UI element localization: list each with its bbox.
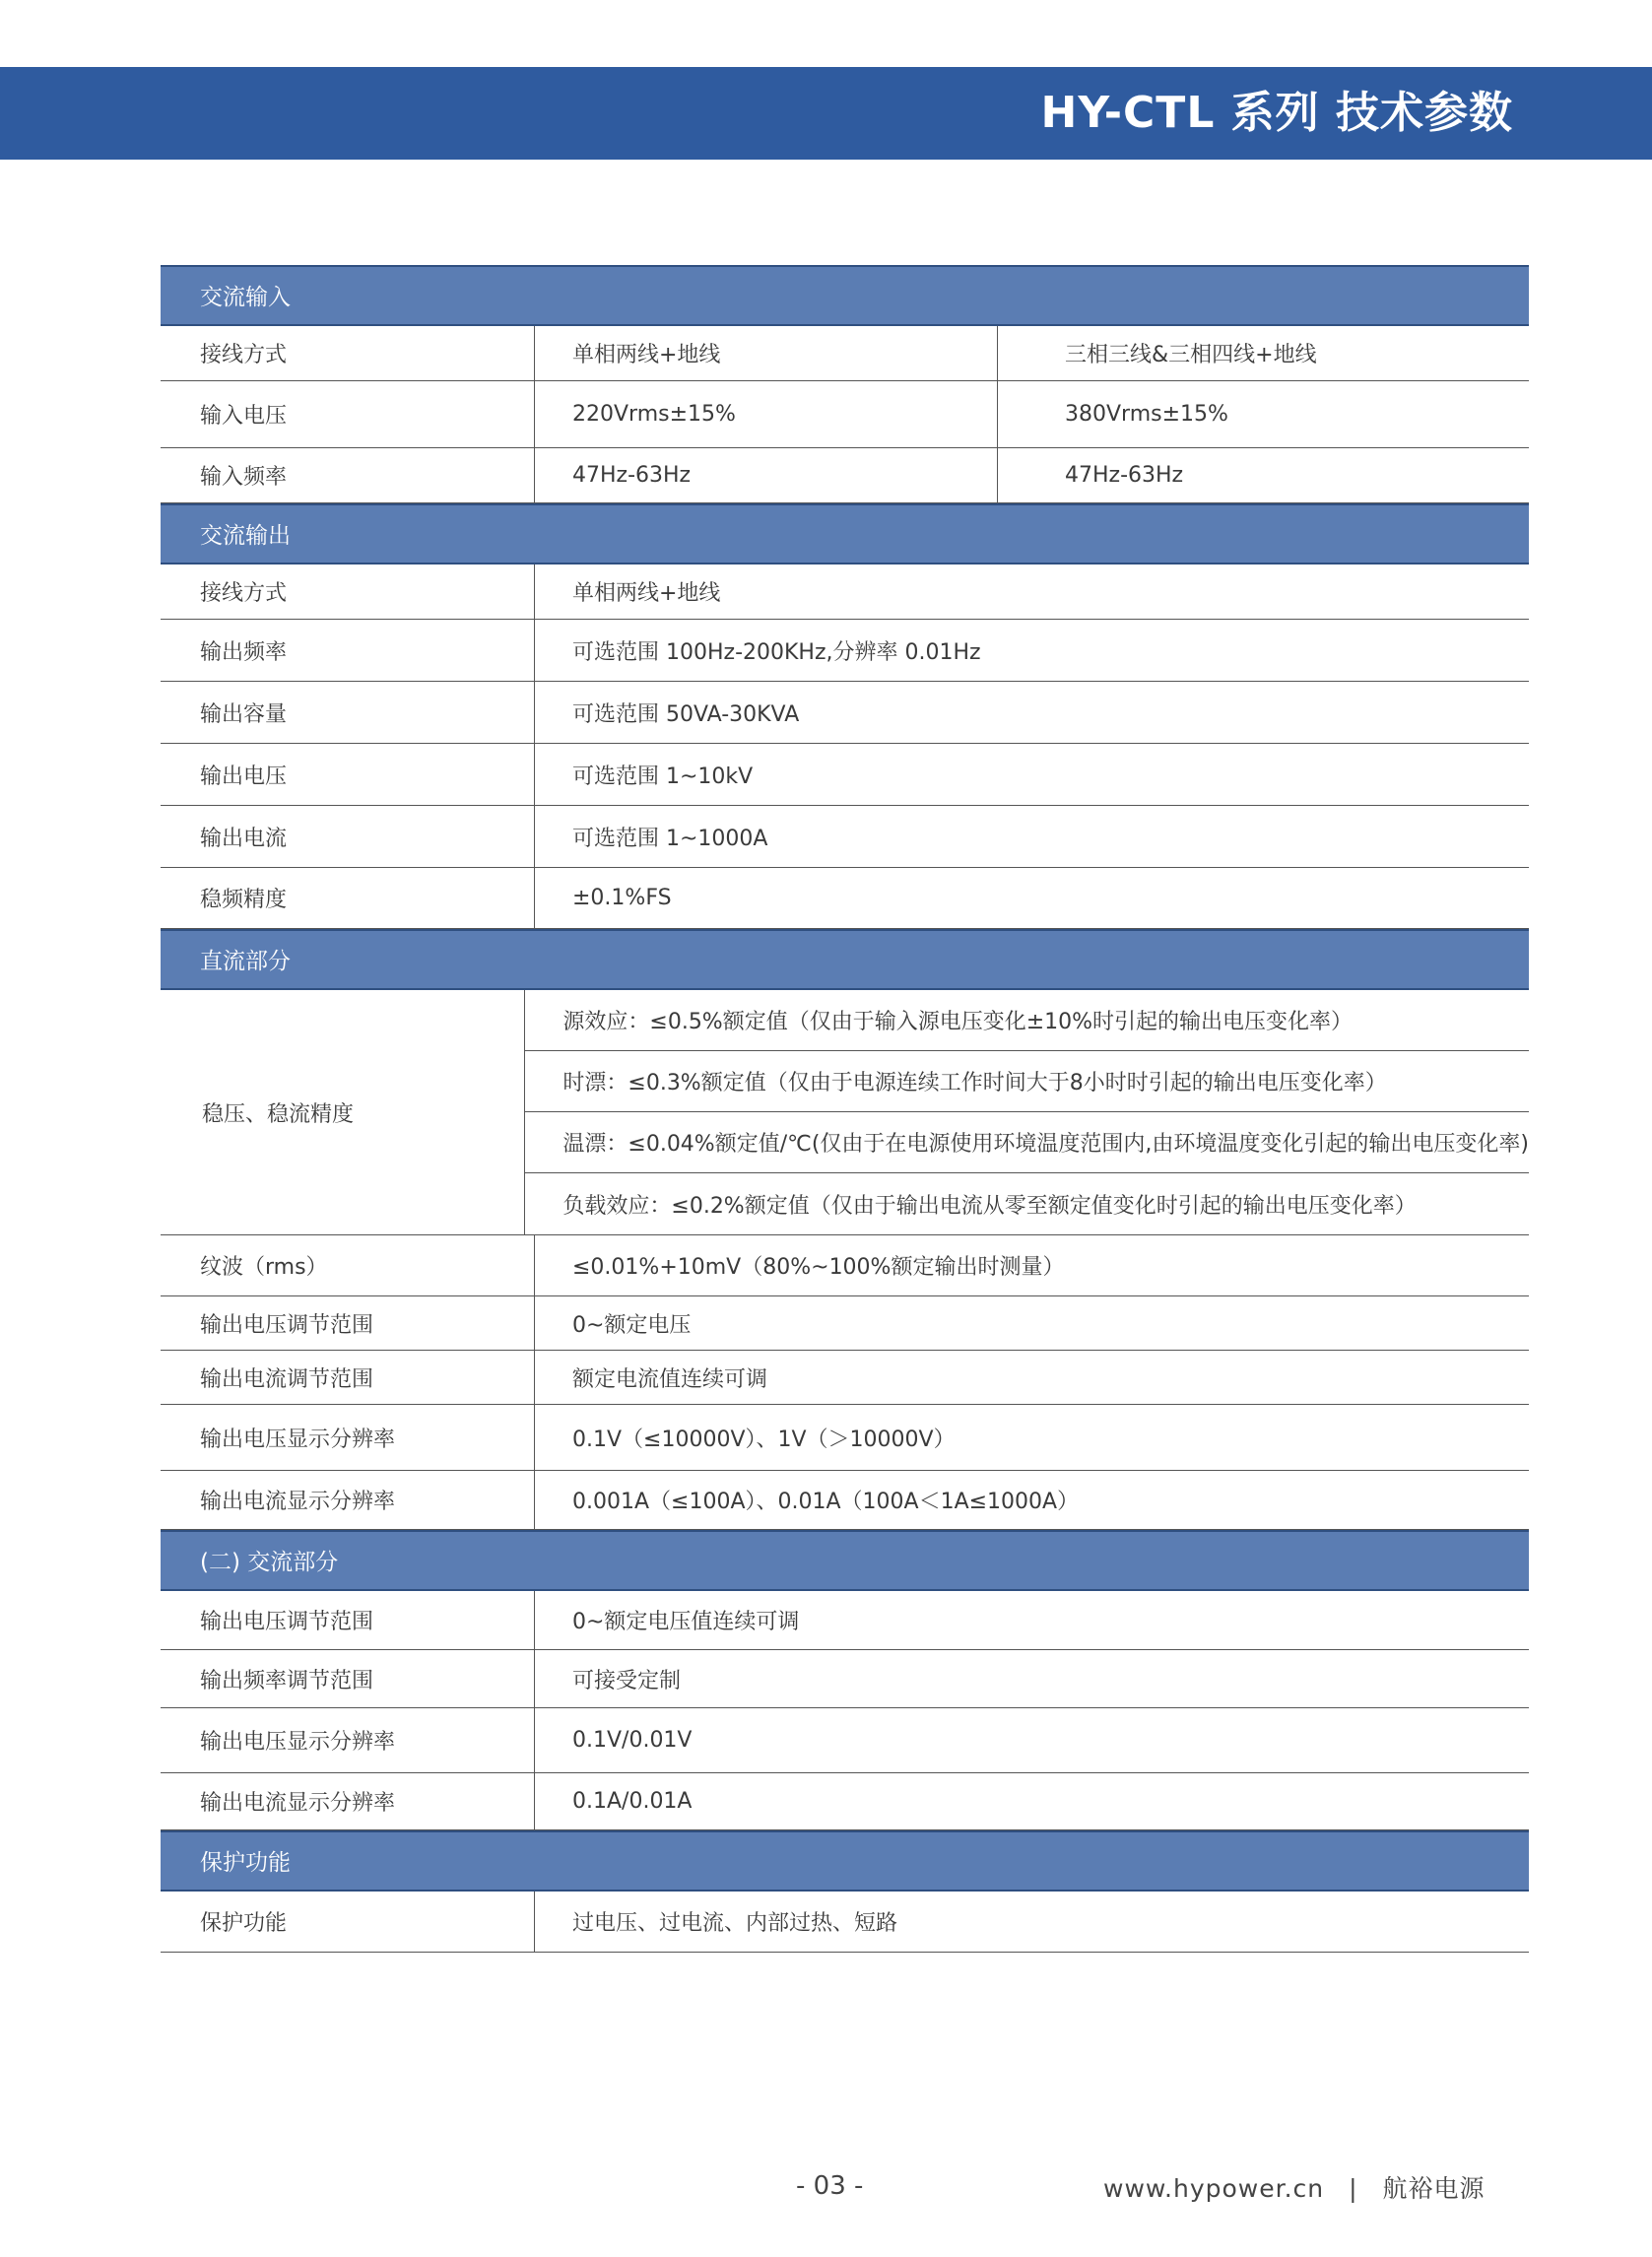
table-row bbox=[161, 1296, 1529, 1351]
table-row bbox=[161, 1405, 1529, 1471]
row-value: ≤0.01%+10mV（80%~100%额定输出时测量） bbox=[572, 1255, 1065, 1280]
row-label: 输入频率 bbox=[161, 448, 535, 502]
row-value-single-phase: 单相两线+地线 bbox=[535, 326, 998, 380]
table-row bbox=[161, 1591, 1529, 1650]
spec-table bbox=[161, 265, 1529, 1953]
section-header-ac-input: 交流输入 bbox=[161, 265, 1529, 326]
row-label: 输出频率调节范围 bbox=[161, 1650, 535, 1707]
precision-line: 时漂：≤0.3%额定值（仅由于电源连续工作时间大于8小时时引起的输出电压变化率） bbox=[525, 1051, 1529, 1112]
row-value: 0~额定电压 bbox=[572, 1312, 692, 1338]
row-value-three-phase: 三相三线&三相四线+地线 bbox=[1065, 343, 1317, 367]
row-label: 输出电流 bbox=[161, 806, 535, 867]
header-band bbox=[0, 67, 1652, 160]
precision-block bbox=[161, 990, 1529, 1235]
row-value-three-phase: 380Vrms±15% bbox=[1065, 402, 1228, 427]
row-value: 单相两线+地线 bbox=[572, 581, 721, 606]
table-row bbox=[161, 1773, 1529, 1830]
row-value: 0.1A/0.01A bbox=[572, 1789, 693, 1814]
table-row bbox=[161, 1892, 1529, 1953]
section-header-dc-part: 直流部分 bbox=[161, 929, 1529, 990]
row-label: 输出电流显示分辨率 bbox=[161, 1471, 535, 1529]
section-header-ac-part: (二) 交流部分 bbox=[161, 1530, 1529, 1591]
precision-line: 负载效应：≤0.2%额定值（仅由于输出电流从零至额定值变化时引起的输出电压变化率） bbox=[562, 1193, 1417, 1219]
row-label: 纹波（rms） bbox=[161, 1235, 535, 1295]
table-row bbox=[161, 381, 1529, 448]
precision-label: 稳压、稳流精度 bbox=[161, 990, 525, 1234]
footer-separator: | bbox=[1349, 2174, 1358, 2203]
section-header-ac-output: 交流输出 bbox=[161, 503, 1529, 564]
row-label: 输出电压显示分辨率 bbox=[161, 1708, 535, 1772]
precision-line: 源效应：≤0.5%额定值（仅由于输入源电压变化±10%时引起的输出电压变化率） bbox=[525, 990, 1529, 1051]
row-label: 输出电压调节范围 bbox=[161, 1591, 535, 1649]
row-label: 接线方式 bbox=[161, 326, 535, 380]
website-link[interactable]: www.hypower.cn bbox=[1103, 2174, 1325, 2203]
row-value: 额定电流值连续可调 bbox=[572, 1366, 768, 1392]
row-label: 稳频精度 bbox=[161, 868, 535, 928]
row-value: 0.001A（≤100A）、0.01A（100A＜1A≤1000A） bbox=[572, 1490, 1080, 1514]
table-row bbox=[161, 744, 1529, 806]
row-label: 输出电压 bbox=[161, 744, 535, 805]
row-value: 可选范围 1~1000A bbox=[572, 826, 768, 851]
precision-lines bbox=[525, 990, 1529, 1234]
row-value: 0~额定电压值连续可调 bbox=[572, 1610, 800, 1634]
table-row bbox=[161, 868, 1529, 929]
row-value: ±0.1%FS bbox=[572, 886, 672, 910]
table-row bbox=[161, 1235, 1529, 1296]
row-value: 可选范围 50VA-30KVA bbox=[572, 701, 800, 727]
row-value: 可选范围 1~10kV bbox=[572, 763, 754, 789]
row-label: 输出电流显示分辨率 bbox=[161, 1773, 535, 1829]
row-label: 输出容量 bbox=[161, 682, 535, 743]
page-number: - 03 - bbox=[796, 2171, 864, 2201]
table-row bbox=[161, 806, 1529, 868]
row-label: 保护功能 bbox=[161, 1892, 535, 1952]
row-label: 输出电压显示分辨率 bbox=[161, 1405, 535, 1470]
page-title: HY-CTL 系列 技术参数 bbox=[1040, 88, 1513, 138]
table-row bbox=[161, 682, 1529, 744]
table-row bbox=[161, 1351, 1529, 1405]
row-value-single-phase: 220Vrms±15% bbox=[535, 381, 998, 447]
row-label: 输入电压 bbox=[161, 381, 535, 447]
section-header-protection: 保护功能 bbox=[161, 1830, 1529, 1892]
brand-name: 航裕电源 bbox=[1382, 2174, 1486, 2203]
row-label: 输出频率 bbox=[161, 620, 535, 681]
row-value: 可选范围 100Hz-200KHz,分辨率 0.01Hz bbox=[572, 639, 981, 665]
row-value-three-phase: 47Hz-63Hz bbox=[1065, 463, 1184, 488]
table-row bbox=[161, 1650, 1529, 1708]
row-value: 0.1V/0.01V bbox=[572, 1728, 693, 1753]
table-row bbox=[161, 1471, 1529, 1530]
row-label: 输出电流调节范围 bbox=[161, 1351, 535, 1404]
row-label: 输出电压调节范围 bbox=[161, 1296, 535, 1350]
table-row bbox=[161, 326, 1529, 381]
row-value-single-phase: 47Hz-63Hz bbox=[535, 448, 998, 502]
table-row bbox=[161, 1708, 1529, 1773]
table-row bbox=[161, 564, 1529, 620]
table-row bbox=[161, 448, 1529, 503]
precision-line: 温漂：≤0.04%额定值/℃(仅由于在电源使用环境温度范围内,由环境温度变化引起的输出电压变化率) bbox=[525, 1112, 1529, 1173]
footer-info bbox=[1103, 2169, 1486, 2205]
row-value: 过电压、过电流、内部过热、短路 bbox=[572, 1911, 898, 1936]
row-value: 可接受定制 bbox=[572, 1668, 682, 1693]
row-label: 接线方式 bbox=[161, 564, 535, 619]
table-row bbox=[161, 620, 1529, 682]
row-value: 0.1V（≤10000V）、1V（＞10000V） bbox=[572, 1427, 956, 1452]
